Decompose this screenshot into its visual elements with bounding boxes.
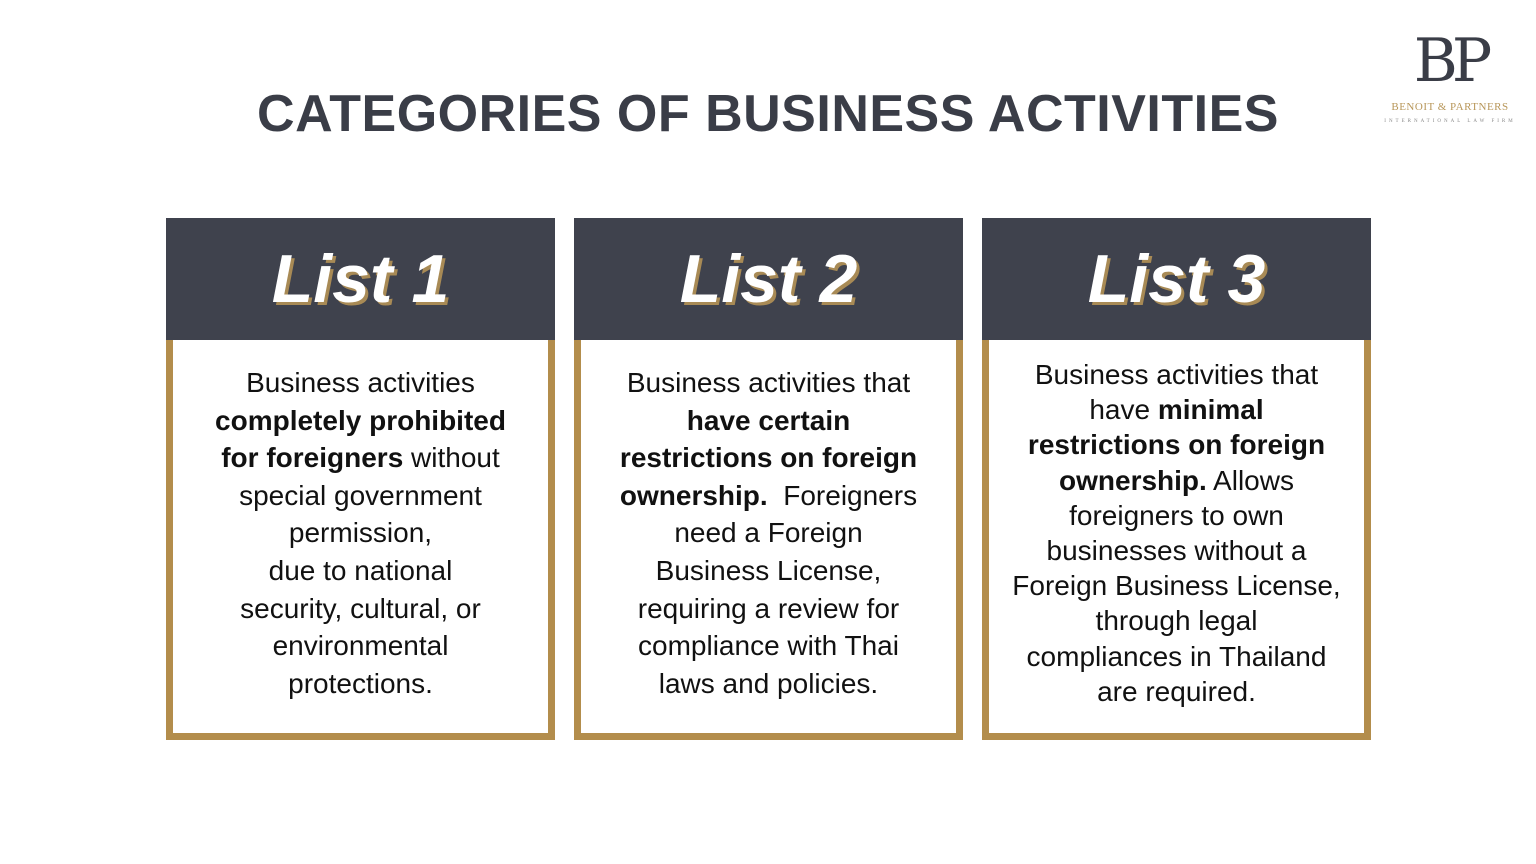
list-3-heading: List 3	[1087, 241, 1266, 317]
description-line	[581, 590, 956, 628]
text: Foreigners	[767, 479, 918, 511]
bold-text: have certain	[686, 404, 851, 436]
logo-name: BENOIT & PARTNERS	[1391, 101, 1509, 113]
description-line	[581, 665, 956, 703]
list-2-heading: List 2	[679, 241, 858, 317]
text: have	[1089, 394, 1158, 426]
description-line	[989, 463, 1364, 498]
text: are required.	[1097, 675, 1256, 707]
description-line	[581, 514, 956, 552]
description-line	[581, 439, 956, 477]
description-line	[989, 498, 1364, 533]
description-line	[989, 427, 1364, 462]
text: security, cultural, or	[240, 592, 481, 624]
text: Allows	[1206, 464, 1294, 496]
description-line	[173, 402, 548, 440]
text: through legal	[1095, 605, 1258, 637]
text: without	[403, 442, 500, 474]
list-1-heading: List 1	[271, 241, 450, 317]
text: compliance with Thai	[638, 630, 899, 662]
description-line	[173, 439, 548, 477]
text: Business License,	[655, 554, 882, 586]
description-line	[173, 364, 548, 402]
logo-tagline: INTERNATIONAL LAW FIRM	[1384, 119, 1516, 124]
bold-text: restrictions on foreign	[619, 442, 918, 474]
text: laws and policies.	[658, 667, 879, 699]
text: Business activities that	[1034, 359, 1319, 390]
description-line	[173, 665, 548, 703]
bold-text: restrictions on foreign	[1027, 429, 1326, 461]
list-3-header	[982, 218, 1371, 340]
text: need a Foreign	[674, 517, 863, 549]
text: due to national	[268, 554, 453, 586]
bold-text: ownership.	[1059, 464, 1207, 496]
description-line	[173, 627, 548, 665]
description-line	[581, 552, 956, 590]
text: businesses without a	[1046, 535, 1307, 567]
description-line	[173, 590, 548, 628]
benoit-partners-logo	[1380, 28, 1520, 144]
bold-text: completely prohibited	[215, 404, 506, 436]
description-line	[989, 603, 1364, 638]
description-line	[173, 477, 548, 515]
logo-monogram: BP	[1413, 28, 1487, 94]
text: protections.	[288, 667, 433, 699]
list-2-card	[574, 218, 963, 740]
text: foreigners to own	[1069, 499, 1284, 531]
description-line	[989, 357, 1364, 392]
description-line	[989, 674, 1364, 709]
description-line	[173, 552, 548, 590]
list-2-description	[574, 340, 963, 740]
text: Business activities that	[626, 367, 911, 398]
description-line	[581, 477, 956, 515]
description-line	[581, 627, 956, 665]
list-2-header	[574, 218, 963, 340]
description-line	[581, 364, 956, 402]
description-line	[989, 639, 1364, 674]
text: compliances in Thailand	[1026, 640, 1327, 672]
list-3-description	[982, 340, 1371, 740]
description-line	[989, 568, 1364, 603]
bold-text: minimal	[1157, 394, 1264, 426]
description-line	[581, 402, 956, 440]
bold-text: for foreigners	[221, 442, 404, 474]
list-1-card	[166, 218, 555, 740]
bold-text: ownership.	[619, 479, 768, 511]
text: Foreign Business License,	[1012, 570, 1341, 602]
text: Business activities	[246, 367, 475, 398]
page-title: CATEGORIES OF BUSINESS ACTIVITIES	[257, 85, 1279, 143]
list-1-header	[166, 218, 555, 340]
text: permission,	[288, 517, 433, 549]
list-1-description	[166, 340, 555, 740]
text: special government	[239, 479, 482, 511]
description-line	[173, 514, 548, 552]
description-line	[989, 533, 1364, 568]
list-3-card	[982, 218, 1371, 740]
description-line	[989, 392, 1364, 427]
text: requiring a review for	[637, 592, 900, 624]
text: environmental	[272, 630, 449, 662]
